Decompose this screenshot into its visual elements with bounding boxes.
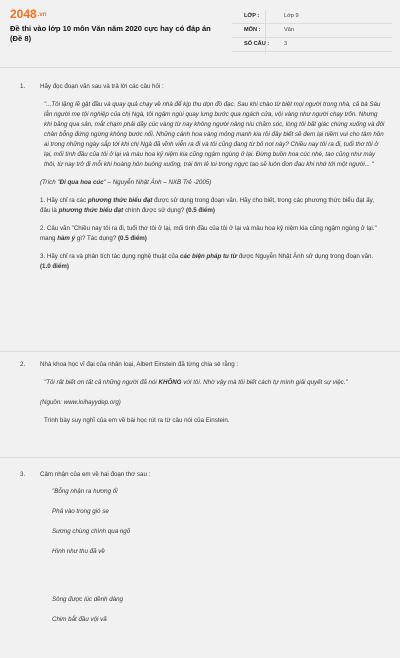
question-number: 3.	[20, 471, 26, 478]
sub-question-2: 2. Câu văn "Chiều nay tôi ra đi, tuổi thơ tôi ở lại, mối tình đầu của tôi ở lại và màu hoa kỷ niệm kia cũng ngậm ngùng ở lại." mang hàm ý gì? Tác dụng? (0.5 điểm)	[40, 225, 377, 242]
meta-table	[232, 10, 392, 52]
question-intro: Nhà khoa học vĩ đại của nhân loại, Albert Einstein đã từng chia sẻ rằng :	[40, 361, 239, 368]
header	[0, 0, 400, 68]
question-3	[0, 458, 400, 658]
question-task: Trình bày suy nghĩ của em về bài học rút ra từ câu nói của Einstein.	[44, 417, 230, 424]
logo-brand: 2048	[10, 7, 37, 21]
poem-line: Hình như thu đã về	[52, 548, 105, 555]
question-body	[40, 360, 385, 426]
question-body	[40, 82, 385, 272]
meta-key: LỚP :	[244, 13, 260, 19]
question-intro: Cảm nhận của em về hai đoạn thơ sau :	[40, 471, 151, 478]
poem-line: Sông được lúc dềnh dàng	[52, 596, 123, 603]
meta-value: Văn	[284, 27, 294, 33]
poem-line: Sương chùng chình qua ngõ	[52, 528, 131, 535]
poem-line: Phả vào trong gió se	[52, 508, 109, 515]
meta-key: MÔN :	[244, 27, 261, 33]
meta-row-count	[232, 38, 392, 52]
question-number: 1.	[20, 83, 26, 90]
question-body	[40, 470, 385, 635]
site-logo[interactable]	[10, 8, 46, 21]
meta-key: SỐ CÂU :	[244, 41, 270, 47]
sub-question-1: 1. Hãy chỉ ra các phương thức biểu đạt được sử dụng trong đoạn văn. Hãy cho biết, trong các phương thức biểu đạt ấy, đâu là phương thức biểu đạt chính được sử dụng? (0.5 điểm)	[40, 197, 375, 214]
question-intro: Hãy đọc đoạn văn sau và trả lời các câu hỏi :	[40, 83, 164, 90]
question-list	[0, 70, 400, 658]
sub-question-3: 3. Hãy chỉ ra và phân tích tác dụng nghệ thuật của các biện pháp tu từ được Nguyễn Nhật Ánh sử dụng trong đoạn văn. (1.0 điểm)	[40, 253, 374, 270]
passage: "...Tôi lặng lẽ gật đầu và quay quả chạy về nhà để kịp thu dọn đồ đạc. Sau khi chào từ biệt mọi người trong nhà, cả bà Sáu lẫn người mẹ tội nghiệp của chị Ngà, tôi ngậm ngùi quay lưng bước qua ngách cửa, vội vàng như người chạy trốn. Nhưng khi băng qua sân, mắt chạm phải dãy cúc vàng từ nay không người nâng niu chăm sóc, lòng tôi bất giác chùng xuống và đôi chân bỗng đứng ngừng không bước nổi. Những cánh hoa vàng mỏng manh kia rồi đây biết sẽ đem lại niềm vui cho tâm hồn ai trong những ngày sắp tới khi chị Ngà đã vĩnh viễn ra đi và tôi cũng đang từ bỏ nơi này? Chiều nay tôi ra đi, tuổi thơ tôi ở lại, mối tình đầu của tôi ở lại và màu hoa kỷ niệm kia cũng ngậm ngùng ở lại. Đừng buồn hoa cúc nhé, tao cũng như mày thôi, từ nay trở đi mỗi khi hoàng hôn buông xuống, trái tim lẻ loi trong ngực tao sẽ luôn đơn đau khi nhớ tới một người... "	[44, 101, 385, 168]
poem-line: "Bỗng nhận ra hương ổi	[52, 488, 118, 495]
meta-value: Lớp 9	[284, 13, 299, 19]
meta-row-subject	[232, 24, 392, 38]
passage-source: (Trích "Đi qua hoa cúc" – Nguyễn Nhật Ánh – NXB Trẻ -2005)	[40, 179, 212, 186]
question-1	[0, 70, 400, 352]
einstein-quote: "Tôi rất biết ơn tất cả những người đã nói KHÔNG với tôi. Nhờ vậy mà tôi biết cách tự mình giải quyết sự việc."	[44, 379, 348, 386]
poem-line: Chim bắt đầu vội vã	[52, 616, 107, 623]
question-number: 2.	[20, 361, 26, 368]
meta-value: 3	[284, 41, 288, 47]
poem	[40, 487, 385, 635]
page-title: Đề thi vào lớp 10 môn Văn năm 2020 cực hay có đáp án (Đề 8)	[10, 24, 211, 43]
question-2	[0, 352, 400, 458]
logo-suffix: .vn	[37, 12, 47, 18]
poem-line	[52, 567, 385, 595]
quote-source: (Nguồn: www.loihayydep.org)	[40, 399, 121, 406]
meta-row-class	[232, 10, 392, 24]
